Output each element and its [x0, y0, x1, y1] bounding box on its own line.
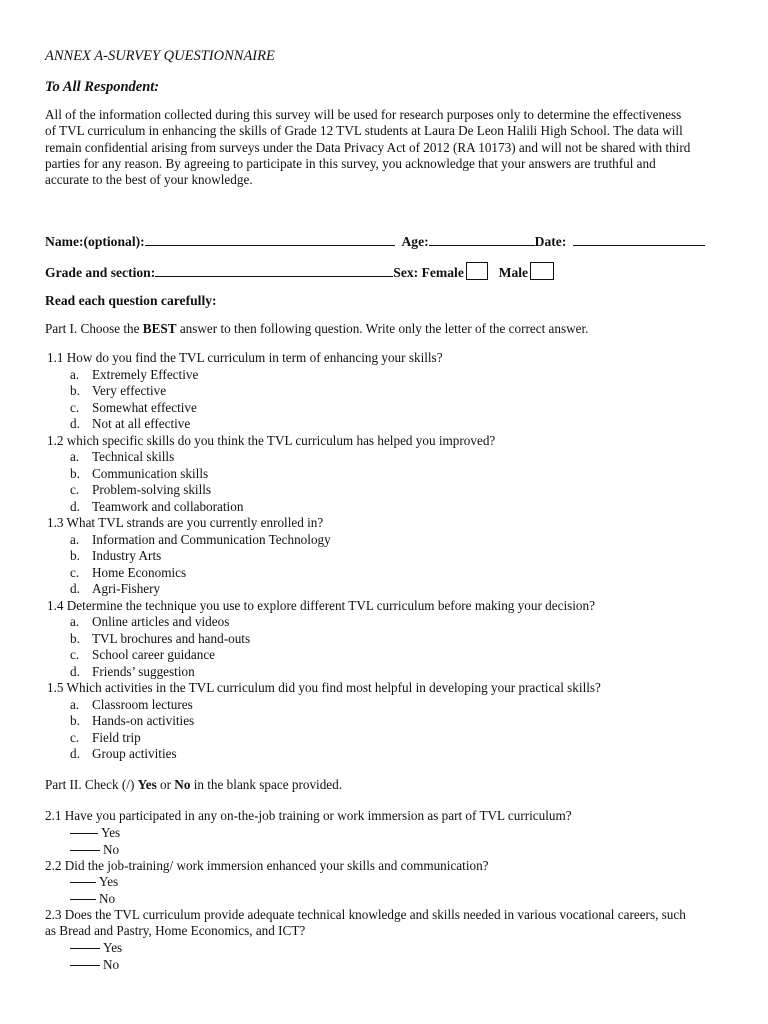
option-letter: d.: [70, 416, 80, 431]
option-item[interactable]: [70, 614, 229, 630]
intro-paragraph: [45, 107, 725, 188]
part2-text-end: in the blank space provided.: [190, 777, 343, 792]
option-item[interactable]: [70, 532, 331, 548]
option-text: Not at all effective: [92, 416, 191, 431]
option-text: Information and Communication Technology: [92, 531, 331, 547]
question-1-3: 1.3 What TVL strands are you currently enrolled in?: [47, 515, 324, 530]
option-text: Agri-Fishery: [92, 581, 161, 596]
answer-blank[interactable]: [70, 965, 100, 966]
option-item[interactable]: [70, 482, 211, 498]
answer-row: [70, 957, 119, 973]
option-text: Group activities: [92, 746, 177, 761]
option-item[interactable]: [70, 400, 197, 416]
option-item[interactable]: [70, 416, 190, 432]
answer-row: [70, 874, 118, 890]
option-letter: c.: [70, 482, 80, 497]
option-letter: d.: [70, 498, 80, 514]
option-letter: d.: [70, 746, 80, 761]
option-letter: a.: [70, 614, 80, 629]
grade-section-field[interactable]: [155, 264, 393, 277]
question-1-4: 1.4 Determine the technique you use to explore different TVL curriculum before making your decision?: [47, 597, 595, 613]
sex-label: Sex: Female: [393, 265, 464, 280]
option-letter: c.: [70, 729, 80, 745]
option-text: Teamwork and collaboration: [92, 498, 244, 514]
answer-blank[interactable]: [70, 882, 96, 883]
answer-blank[interactable]: [70, 899, 96, 900]
option-item[interactable]: [70, 581, 160, 597]
question-2-3: 2.3 Does the TVL curriculum provide adequate technical knowledge and skills needed in various vocational careers, such: [45, 907, 686, 922]
answer-label: Yes: [103, 940, 123, 955]
option-letter: a.: [70, 696, 80, 712]
part2-no: No: [174, 777, 191, 792]
read-instruction: Read each question carefully:: [45, 293, 217, 308]
option-letter: b.: [70, 465, 80, 481]
option-text: Very effective: [92, 383, 167, 398]
intro-line: of TVL curriculum in enhancing the skills of Grade 12 TVL students at Laura De Leon Halili High School. The data will: [45, 123, 683, 139]
answer-label: No: [103, 842, 120, 857]
female-checkbox[interactable]: [466, 262, 488, 280]
option-letter: b.: [70, 713, 80, 728]
question-1-1: 1.1 How do you find the TVL curriculum in term of enhancing your skills?: [47, 350, 443, 365]
option-letter: d.: [70, 581, 80, 596]
option-letter: a.: [70, 531, 80, 547]
part2-text: Part II. Check (/): [45, 777, 138, 792]
date-field[interactable]: [573, 233, 705, 246]
part1-text-end: answer to then following question. Write only the letter of the correct answer.: [176, 321, 589, 336]
male-checkbox[interactable]: [530, 262, 554, 280]
part1-best: BEST: [142, 321, 177, 336]
option-letter: d.: [70, 663, 80, 679]
part1-text: Part I. Choose the: [45, 321, 143, 336]
answer-blank[interactable]: [70, 948, 100, 949]
question-2-3-cont: as Bread and Pastry, Home Economics, and ICT?: [45, 923, 306, 938]
option-item[interactable]: [70, 631, 250, 647]
grade-label: Grade and section:: [45, 265, 156, 280]
option-item[interactable]: [70, 565, 186, 581]
answer-row: [70, 825, 120, 841]
option-item[interactable]: [70, 466, 208, 482]
answer-label: Yes: [99, 874, 119, 889]
question-1-5: 1.5 Which activities in the TVL curriculum did you find most helpful in developing your practical skills?: [47, 680, 601, 695]
option-text: Friends’ suggestion: [92, 663, 195, 679]
grade-sex-row: [45, 262, 558, 281]
option-item[interactable]: [70, 664, 195, 680]
intro-line: parties for any reason. By agreeing to participate in this survey, you acknowledge that your answers are truthful and: [45, 155, 656, 171]
option-text: Problem-solving skills: [92, 482, 212, 497]
option-letter: c.: [70, 647, 80, 662]
option-text: Somewhat effective: [92, 399, 197, 415]
option-text: Communication skills: [92, 465, 209, 481]
option-item[interactable]: [70, 499, 243, 515]
option-item[interactable]: [70, 730, 141, 746]
option-item[interactable]: [70, 647, 215, 663]
age-label: Age:: [401, 234, 429, 249]
intro-line: All of the information collected during this survey will be used for research purposes only to determine the effectiveness: [45, 107, 682, 122]
part1-instruction: [45, 321, 588, 337]
option-letter: a.: [70, 449, 80, 464]
part2-instruction: [45, 777, 342, 793]
option-letter: c.: [70, 564, 80, 580]
option-text: School career guidance: [92, 647, 216, 662]
page-title: ANNEX A-SURVEY QUESTIONNAIRE: [45, 48, 275, 64]
option-text: Online articles and videos: [92, 614, 230, 629]
option-text: TVL brochures and hand-outs: [92, 630, 251, 646]
answer-label: Yes: [101, 825, 121, 840]
male-label: Male: [498, 265, 529, 280]
option-letter: b.: [70, 630, 80, 646]
respondent-info-row: [45, 233, 705, 250]
option-item[interactable]: [70, 697, 193, 713]
answer-blank[interactable]: [70, 833, 98, 834]
option-letter: b.: [70, 383, 80, 398]
intro-line: accurate to the best of your knowledge.: [45, 172, 253, 188]
option-item[interactable]: [70, 367, 198, 383]
salutation: To All Respondent:: [45, 79, 160, 95]
answer-blank[interactable]: [70, 850, 100, 851]
question-2-2: 2.2 Did the job-training/ work immersion enhanced your skills and communication?: [45, 858, 489, 873]
name-field[interactable]: [145, 233, 395, 246]
option-letter: c.: [70, 399, 80, 415]
option-text: Hands-on activities: [92, 713, 195, 728]
name-label: Name:(optional):: [45, 234, 145, 249]
option-letter: b.: [70, 548, 80, 563]
question-1-2: 1.2 which specific skills do you think the TVL curriculum has helped you improved?: [47, 432, 496, 448]
part2-yes: Yes: [137, 777, 157, 792]
age-field[interactable]: [429, 233, 535, 246]
option-text: Field trip: [92, 729, 141, 745]
date-label: Date:: [534, 234, 567, 249]
answer-label: No: [103, 957, 120, 972]
question-2-1: 2.1 Have you participated in any on-the-job training or work immersion as part of TVL curriculum?: [45, 808, 572, 823]
option-letter: a.: [70, 366, 80, 382]
answer-row: [70, 842, 119, 858]
option-item[interactable]: [70, 548, 161, 564]
option-text: Extremely Effective: [92, 366, 199, 382]
option-text: Industry Arts: [92, 548, 162, 563]
option-item[interactable]: [70, 746, 177, 762]
option-item[interactable]: [70, 383, 166, 399]
intro-line: remain confidential arising from surveys under the Data Privacy Act of 2012 (RA 10173) and will not be shared with third: [45, 139, 691, 155]
option-text: Technical skills: [92, 449, 175, 464]
answer-row: [70, 940, 122, 956]
part2-or: or: [156, 777, 175, 792]
option-item[interactable]: [70, 449, 174, 465]
option-item[interactable]: [70, 713, 194, 729]
option-text: Home Economics: [92, 564, 187, 580]
answer-row: [70, 891, 115, 907]
answer-label: No: [99, 891, 116, 906]
option-text: Classroom lectures: [92, 696, 193, 712]
